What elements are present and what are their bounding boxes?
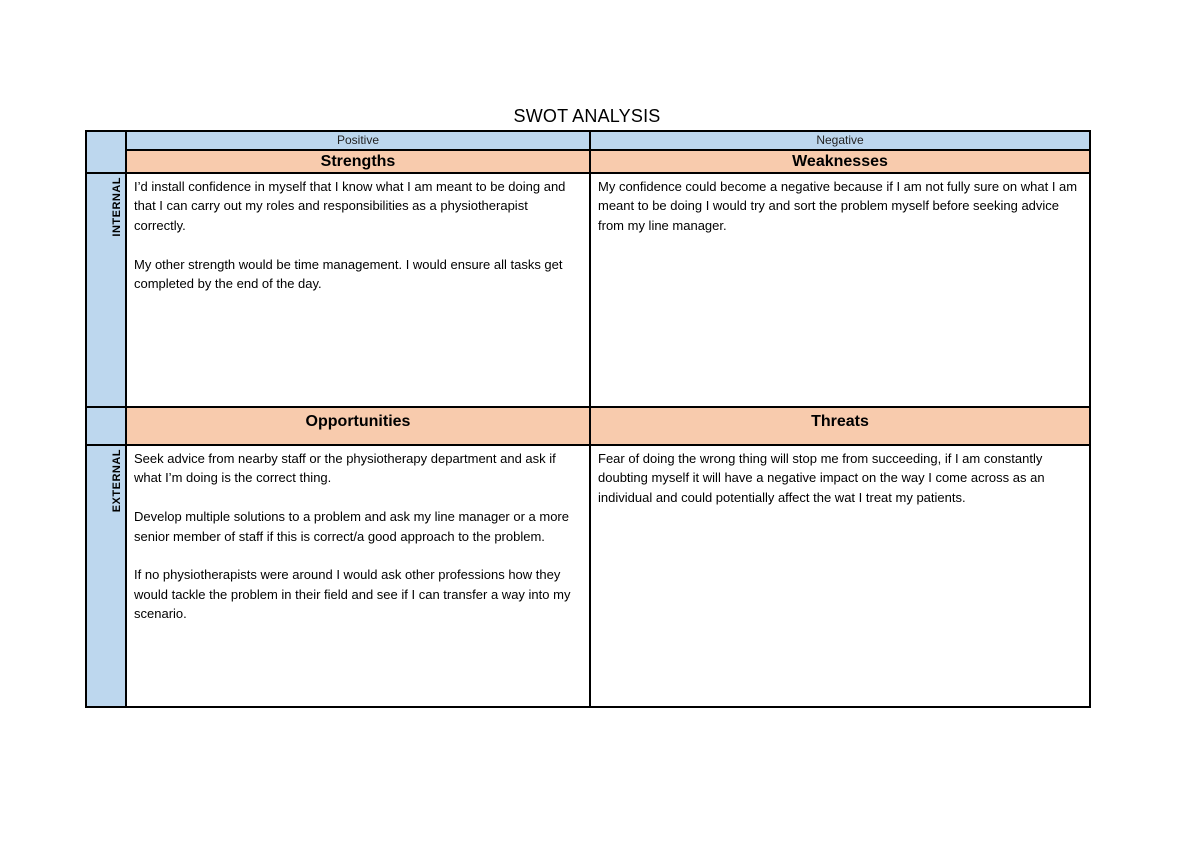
weaknesses-content <box>590 173 1090 407</box>
negative-column-header: Negative <box>590 131 1090 150</box>
internal-label: INTERNAL <box>111 177 123 237</box>
opportunities-paragraph: Develop multiple solutions to a problem and ask my line manager or a more senior member of staff if this is correct/a good approach to the problem. <box>134 509 569 544</box>
opportunities-paragraph: Seek advice from nearby staff or the physiotherapy department and ask if what I’m doing is the correct thing. <box>134 451 556 486</box>
strengths-paragraph: My other strength would be time management. I would ensure all tasks get completed by the end of the day. <box>134 256 563 292</box>
weaknesses-paragraph: My confidence could become a negative because if I am not fully sure on what I am meant to be doing I would try and sort the problem myself before seeking advice from my line manager. <box>598 179 1078 233</box>
internal-row-label-cell <box>86 173 126 407</box>
internal-heading-row <box>86 150 1090 173</box>
positive-column-header: Positive <box>126 131 590 150</box>
threats-heading: Threats <box>590 407 1090 445</box>
opportunities-content <box>126 445 590 707</box>
corner-cell <box>86 131 126 173</box>
external-spacer-cell <box>86 407 126 445</box>
external-label: EXTERNAL <box>111 449 123 513</box>
threats-content <box>590 445 1090 707</box>
weaknesses-heading: Weaknesses <box>590 150 1090 173</box>
polarity-header-row <box>86 131 1090 150</box>
external-heading-row <box>86 407 1090 445</box>
strengths-paragraph: I’d install confidence in myself that I know what I am meant to be doing and that I can carry out my roles and responsibilities as a physiotherapist correctly. <box>134 179 566 233</box>
opportunities-heading: Opportunities <box>126 407 590 445</box>
page-title: SWOT ANALYSIS <box>513 106 661 126</box>
swot-table <box>85 130 1091 708</box>
threats-paragraph: Fear of doing the wrong thing will stop me from succeeding, if I am constantly doubting myself it will have a negative impact on the way I come across as an individual and could potentially affect the wat I treat my patients. <box>598 451 1045 505</box>
opportunities-paragraph: If no physiotherapists were around I would ask other professions how they would tackle the problem in their field and see if I can transfer a way into my scenario. <box>134 567 571 622</box>
strengths-heading: Strengths <box>126 150 590 173</box>
external-content-row <box>86 445 1090 707</box>
internal-content-row <box>86 173 1090 407</box>
strengths-content <box>126 173 590 407</box>
external-row-label-cell <box>86 445 126 707</box>
